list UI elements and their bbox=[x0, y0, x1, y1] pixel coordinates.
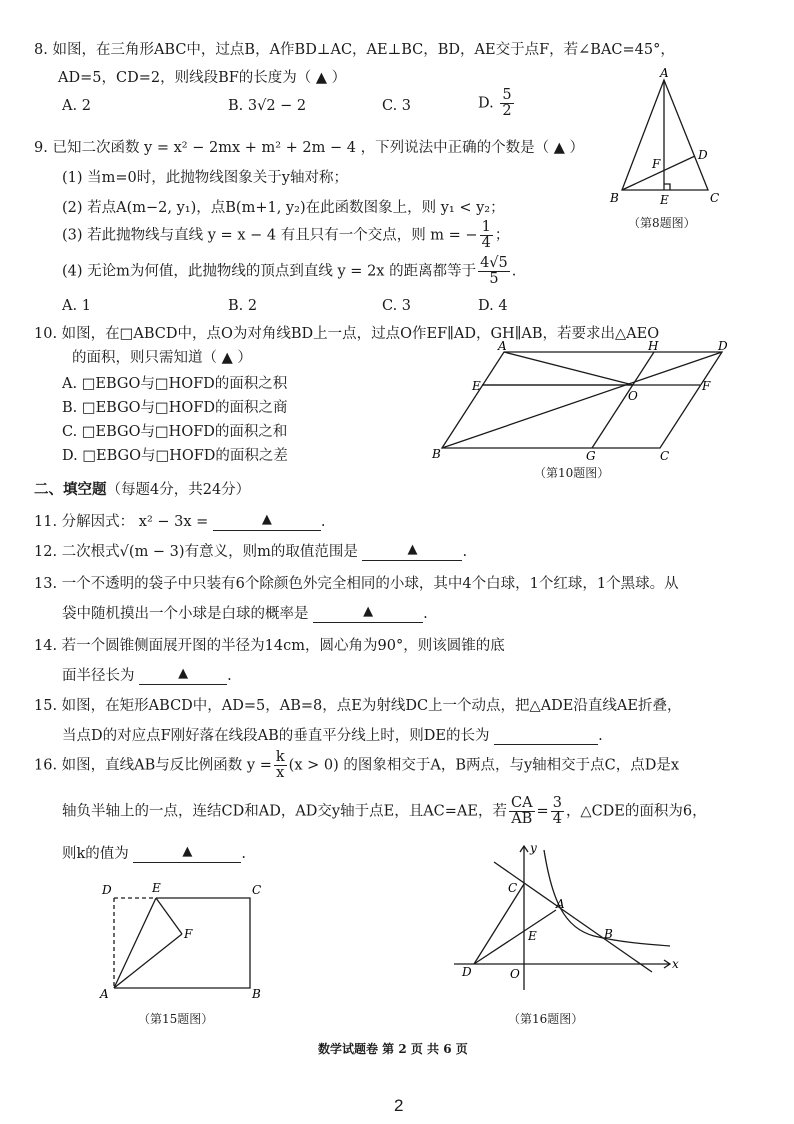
q15-label-f: F bbox=[184, 927, 193, 941]
q12: 12. 二次根式√(m − 3)有意义，则m的取值范围是 ▲ . bbox=[34, 542, 468, 560]
q16-label-d: D bbox=[462, 965, 472, 979]
q8-label-e: E bbox=[660, 193, 669, 207]
q16-label-y: y bbox=[530, 841, 537, 855]
q9-option-c: C. 3 bbox=[382, 298, 412, 314]
q9-statement-4: (4) 无论m为何值，此抛物线的顶点到直线 y = 2x 的距离都等于 $\frac{4√5}{5}$ . bbox=[62, 255, 517, 288]
q8-option-b: B. 3√2 − 2 bbox=[228, 98, 307, 114]
q15-caption: （第15题图） bbox=[138, 1012, 214, 1026]
q10-label-g: G bbox=[586, 449, 596, 463]
q8-label-a: A bbox=[660, 66, 669, 80]
q16-label-o: O bbox=[510, 967, 520, 981]
q12-answer-blank[interactable]: ▲ bbox=[362, 542, 462, 561]
q16-line1: 16. 如图，直线AB与反比例函数 y = $\frac{k}{x}$ (x > 0) 的图象相交于A，B两点，与y轴相交于点C，点D是x bbox=[34, 749, 680, 782]
q10-label-b: B bbox=[432, 447, 441, 461]
q9-option-b: B. 2 bbox=[228, 298, 258, 314]
q13-line2: 袋中随机摸出一个小球是白球的概率是 ▲ . bbox=[62, 604, 428, 622]
q16-label-a: A bbox=[556, 897, 565, 911]
q16-line2: 轴负半轴上的一点，连结CD和AD，AD交y轴于点E，且AC=AE，若 $\frac{CA}{AB}$ = $\frac{3}{4}$ ，△CDE的面积为6， bbox=[62, 795, 707, 828]
q16-line3: 则k的值为 ▲ . bbox=[62, 844, 247, 862]
q10-line2: 的面积，则只需知道（ ▲ ） bbox=[72, 350, 252, 366]
q10-label-d: D bbox=[718, 340, 728, 353]
q8-caption: （第8题图） bbox=[628, 216, 696, 230]
q16-label-b: B bbox=[604, 927, 613, 941]
q16-label-x: x bbox=[672, 957, 679, 971]
q10-label-o: O bbox=[628, 389, 638, 403]
q10-caption: （第10题图） bbox=[534, 466, 610, 480]
q10-label-f: F bbox=[702, 379, 711, 393]
q10-option-d: D. □EBGO与□HOFD的面积之差 bbox=[62, 448, 288, 464]
q9-statement-1: (1) 当m=0时，此抛物线图象关于y轴对称； bbox=[62, 170, 348, 186]
q15-label-a: A bbox=[100, 987, 109, 1001]
q15-label-b: B bbox=[252, 987, 261, 1001]
q10-figure bbox=[424, 340, 744, 465]
q9-statement-3: (3) 若此抛物线与直线 y = x − 4 有且只有一个交点，则 m = − $\frac{1}{4}$ ； bbox=[62, 219, 510, 252]
q13-line1: 13. 一个不透明的袋子中只装有6个除颜色外完全相同的小球，其中4个白球，1个红球，1个黑球。从 bbox=[34, 576, 679, 592]
q16-three-quarters-fraction: $\frac{3}{4}$ bbox=[552, 795, 562, 828]
q10-label-a: A bbox=[498, 340, 507, 353]
q13-answer-blank[interactable]: ▲ bbox=[313, 604, 423, 623]
section2-heading bbox=[34, 478, 250, 499]
q9-option-d: D. 4 bbox=[478, 298, 508, 314]
q16-figure bbox=[444, 840, 690, 1000]
q8-label-f: F bbox=[652, 157, 661, 171]
q15-line2: 当点D的对应点F刚好落在线段AB的垂直平分线上时，则DE的长为 . bbox=[62, 728, 603, 744]
q14-line2: 面半径长为 ▲ . bbox=[62, 666, 232, 684]
q8-option-c: C. 3 bbox=[382, 98, 412, 114]
page-number: 2 bbox=[394, 1096, 404, 1115]
q15-label-c: C bbox=[252, 883, 262, 897]
q9-option-a: A. 1 bbox=[62, 298, 91, 314]
q16-label-e: E bbox=[528, 929, 537, 943]
q8-option-d bbox=[478, 88, 516, 119]
q8-figure bbox=[600, 66, 740, 226]
q10-label-h: H bbox=[648, 340, 659, 353]
q16-label-c: C bbox=[508, 881, 518, 895]
q16-ca-ab-fraction: $\frac{CA}{AB}$ bbox=[510, 795, 533, 828]
q15-label-d: D bbox=[102, 883, 112, 897]
q15-label-e: E bbox=[152, 881, 161, 895]
q9-line1: 9. 已知二次函数 y = x² − 2mx + m² + 2m − 4 ，下列说法中正确的个数是（ ▲ ） bbox=[34, 140, 584, 156]
q16-caption: （第16题图） bbox=[508, 1012, 584, 1026]
q9-s3-fraction: $\frac{1}{4}$ bbox=[481, 219, 491, 252]
q9-statement-2: (2) 若点A(m−2, y₁)，点B(m+1, y₂)在此函数图象上，则 y₁ < y₂； bbox=[62, 200, 505, 216]
footer-text: 数学试题卷 第 2 页 共 6 页 bbox=[318, 1042, 468, 1056]
q8-label-c: C bbox=[710, 191, 720, 205]
q10-label-e: E bbox=[472, 379, 481, 393]
q10-label-c: C bbox=[660, 449, 670, 463]
q10-option-c: C. □EBGO与□HOFD的面积之和 bbox=[62, 424, 288, 440]
q16-k-over-x-fraction: $\frac{k}{x}$ bbox=[275, 749, 285, 782]
q11: 11. 分解因式： x² − 3x = ▲ . bbox=[34, 512, 326, 530]
q14-line1: 14. 若一个圆锥侧面展开图的半径为14cm，圆心角为90°，则该圆锥的底 bbox=[34, 638, 505, 654]
q11-answer-blank[interactable]: ▲ bbox=[213, 512, 321, 531]
q8-line2: AD=5，CD=2，则线段BF的长度为（ ▲ ） bbox=[58, 70, 347, 86]
q15-line1: 15. 如图，在矩形ABCD中，AD=5，AB=8，点E为射线DC上一个动点，把△ADE沿直线AE折叠， bbox=[34, 698, 682, 714]
q8-label-d: D bbox=[698, 148, 708, 162]
q9-s4-fraction: $\frac{4√5}{5}$ bbox=[480, 255, 508, 288]
q10-option-a: A. □EBGO与□HOFD的面积之积 bbox=[62, 376, 288, 392]
q8-option-a: A. 2 bbox=[62, 98, 91, 114]
section2-title: 二、填空题 bbox=[34, 481, 107, 498]
q15-answer-blank[interactable] bbox=[494, 726, 598, 745]
section2-note: （每题4分，共24分） bbox=[106, 482, 251, 498]
q8-option-d-fraction: $\frac{5}{2}$ bbox=[502, 87, 512, 120]
q8-option-d-label: D. bbox=[478, 95, 494, 112]
q8-line1: 8. 如图，在三角形ABC中，过点B，A作BD⊥AC，AE⊥BC，BD，AE交于点F，若∠BAC=45°， bbox=[34, 42, 675, 58]
q15-figure bbox=[96, 876, 276, 1006]
q8-label-b: B bbox=[610, 191, 619, 205]
q10-line1: 10. 如图，在□ABCD中，点O为对角线BD上一点，过点O作EF∥AD，GH∥AB，若要求出△AEO bbox=[34, 326, 660, 342]
q14-answer-blank[interactable]: ▲ bbox=[139, 666, 227, 685]
q10-option-b: B. □EBGO与□HOFD的面积之商 bbox=[62, 400, 288, 416]
q16-answer-blank[interactable]: ▲ bbox=[133, 844, 241, 863]
